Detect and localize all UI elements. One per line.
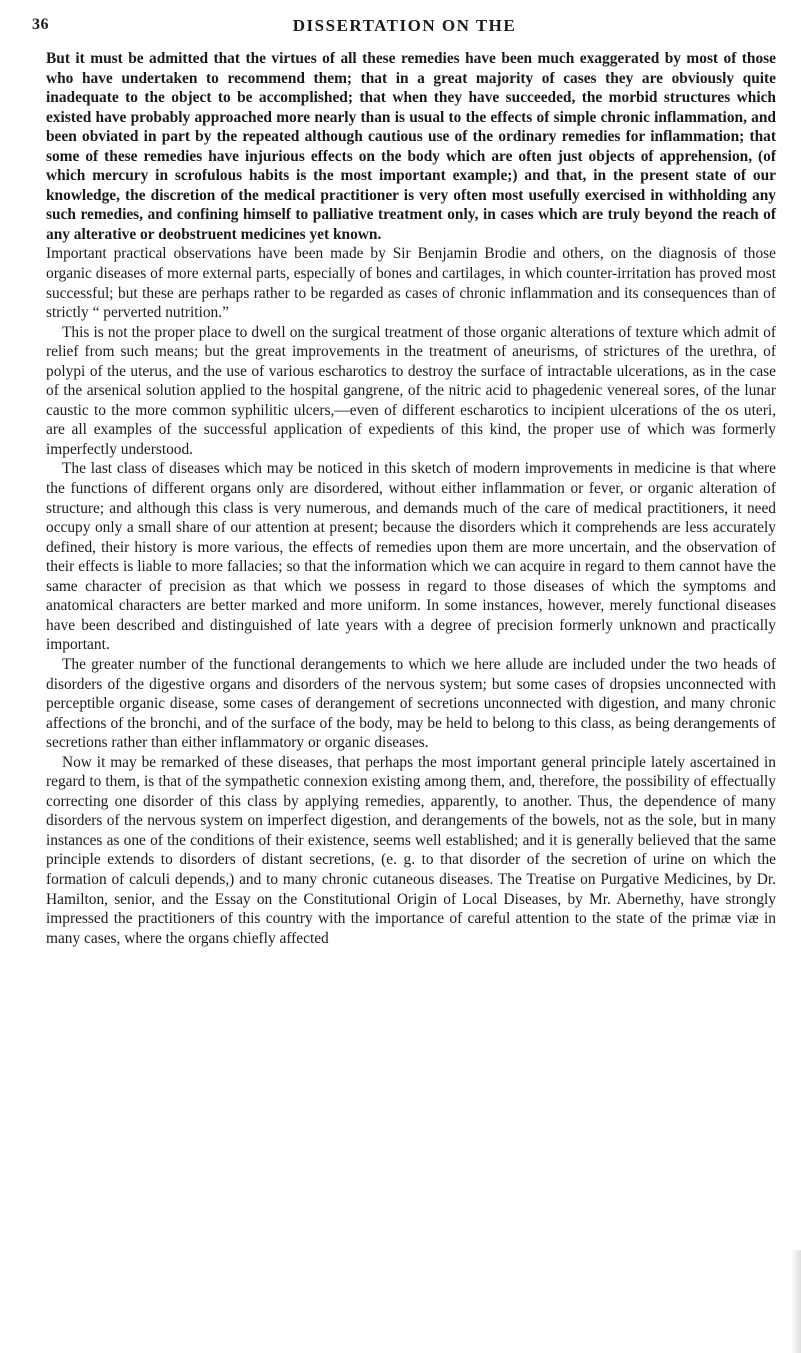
body-text — [46, 49, 776, 948]
paragraph-3: This is not the proper place to dwell on the surgical treatment of those organic alterations of texture which admit of relief from such means; but the great improvements in the treatment of aneurisms, of strictures of the urethra, of polypi of the uterus, and the use of various escharotics to destroy the surface of intractable ulcerations, as in the case of the arsenical solution applied to the hospital gangrene, of the nitric acid to phagedenic venereal sores, of the lunar caustic to the more common syphilitic ulcers,—even of different escharotics to incipient ulcerations of the os uteri, are all examples of the successful application of expedients of this kind, the proper use of which was formerly imperfectly understood. — [46, 323, 776, 458]
running-head — [32, 16, 777, 38]
paragraph-5: The greater number of the functional derangements to which we here allude are included under the two heads of disorders of the digestive organs and disorders of the nervous system; but some cases of dropsies unconnected with perceptible organic disease, some cases of derangement of secretions unconnected with digestion, and many chronic affections of the bronchi, and of the surface of the body, may be held to belong to this class, as being derangements of secretions rather than either inflammatory or organic diseases. — [46, 655, 776, 752]
paragraph-2: Important practical observations have been made by Sir Benjamin Brodie and others, on the diagnosis of those organic diseases of more external parts, especially of bones and cartilages, in which counter-irritation has proved most successful; but these are perhaps rather to be regarded as cases of chronic inflammation and its consequences than of strictly “ perverted nutrition.” — [46, 245, 776, 322]
scan-edge-shadow — [791, 1250, 801, 1353]
running-title: DISSERTATION ON THE — [292, 16, 517, 35]
paragraph-6: Now it may be remarked of these diseases, that perhaps the most important general principle lately ascertained in regard to them, is that of the sympathetic connexion existing among them, and, therefore, the possibility of effectually correcting one disorder of this class by applying remedies, apparently, to another. Thus, the dependence of many disorders of the nervous system on imperfect digestion, and derangements of the bowels, not as the sole, but in many instances as one of the conditions of their existence, seems well established; and it is generally believed that the same principle extends to disorders of distant secretions, (e. g. to that disorder of the secretion of urine on which the formation of calculi depends,) and to many chronic cutaneous diseases. The Treatise on Purgative Medicines, by Dr. Hamilton, senior, and the Essay on the Constitutional Origin of Local Diseases, by Mr. Abernethy, have strongly impressed the practitioners of this country with the importance of careful attention to the state of the primæ viæ in many cases, where the organs chiefly affected — [46, 753, 776, 947]
paragraph-4: The last class of diseases which may be noticed in this sketch of modern improvements in medicine is that where the functions of different organs only are disordered, without either inflammation or fever, or organic alteration of structure; and although this class is very numerous, and demands much of the care of medical practitioners, it need occupy only a small share of our attention at present; because the disorders which it comprehends are less accurately defined, their history is more various, the effects of remedies upon them are more uncertain, and the observation of their effects is liable to more fallacies; so that the information which we can acquire in regard to them cannot have the same character of precision as that which we possess in regard to those diseases of which the symptoms and anatomical characters are better marked and more uniform. In some instances, however, merely functional diseases have been described and distinguished of late years with a degree of precision formerly unknown and practically important. — [46, 460, 776, 654]
paragraph-1: But it must be admitted that the virtues of all these remedies have been much exaggerated by most of those who have undertaken to recommend them; that in a great majority of cases they are obviously quite inadequate to the object to be accomplished; that when they have succeeded, the morbid structures which existed have probably approached more nearly than is usual to the effects of simple chronic inflammation, and been obviated in part by the repeated although cautious use of the ordinary remedies for inflammation; that some of these remedies have injurious effects on the body which are often just objects of apprehension, (of which mercury in scrofulous habits is the most important example;) and that, in the present state of our knowledge, the discretion of the medical practitioner is very often most usefully exercised in withholding any such remedies, and confining himself to palliative treatment only, in cases which are truly beyond the reach of any alterative or deobstruent medicines yet known. — [46, 50, 776, 243]
page-number: 36 — [32, 16, 49, 33]
